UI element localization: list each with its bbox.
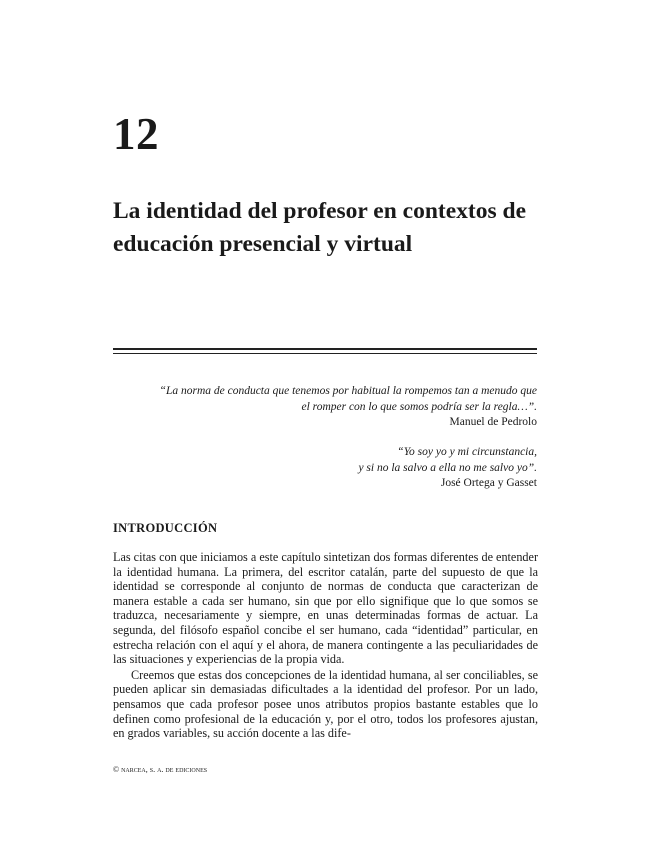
epigraph-quote-line: “Yo soy yo y mi circunstancia,: [397, 446, 537, 458]
chapter-title: La identidad del profesor en contextos de educación presencial y virtual: [113, 198, 527, 257]
epigraph-quote-line: “La norma de conducta que tenemos por habitual la rompemos tan a menudo que: [159, 385, 537, 397]
chapter-number: 12: [113, 109, 159, 159]
copyright-footer: © narcea, s. a. de ediciones: [113, 765, 208, 774]
body-text: [113, 550, 538, 741]
epigraph-quote-line: el romper con lo que somos podría ser la regla…”.: [301, 400, 537, 413]
body-paragraph: Las citas con que iniciamos a este capítulo sintetizan dos formas diferentes de entender la identidad humana. La primera, del escritor catalán, parte del supuesto de que la identidad se corresponde al conjunto de normas de conducta que caracterizan de manera estable a cada ser humano, sin que por ello signifique que lo que somos se traduzca, necesariamente y siempre, en unas determinadas formas de actuar. La segunda, del filósofo español concibe el ser humano, cada “identidad” particular, en estrecha relación con el aquí y el ahora, de manera contingente a las peculiaridades de las situaciones y experiencias de la propia vida.: [113, 550, 538, 667]
epigraph-ortega: [358, 445, 537, 492]
epigraph-quote-line: y si no la salvo a ella no me salvo yo”.: [358, 461, 537, 474]
epigraph-pedrolo: [160, 384, 537, 431]
section-heading: INTRODUCCIÓN: [113, 521, 218, 535]
body-paragraph: Creemos que estas dos concepciones de la identidad humana, al ser conciliables, se pueden aplicar sin demasiadas dificultades a la identidad del profesor. Por un lado, pensamos que cada profesor posee unos atributos propios bastante estables que lo definen como profesional de la educación y, por el otro, todos los profesores ajustan, en grados variables, su acción docente a las dife-: [113, 667, 538, 741]
title-divider: [113, 348, 537, 354]
epigraph-author: Manuel de Pedrolo: [449, 416, 537, 428]
epigraph-author: José Ortega y Gasset: [440, 477, 537, 489]
